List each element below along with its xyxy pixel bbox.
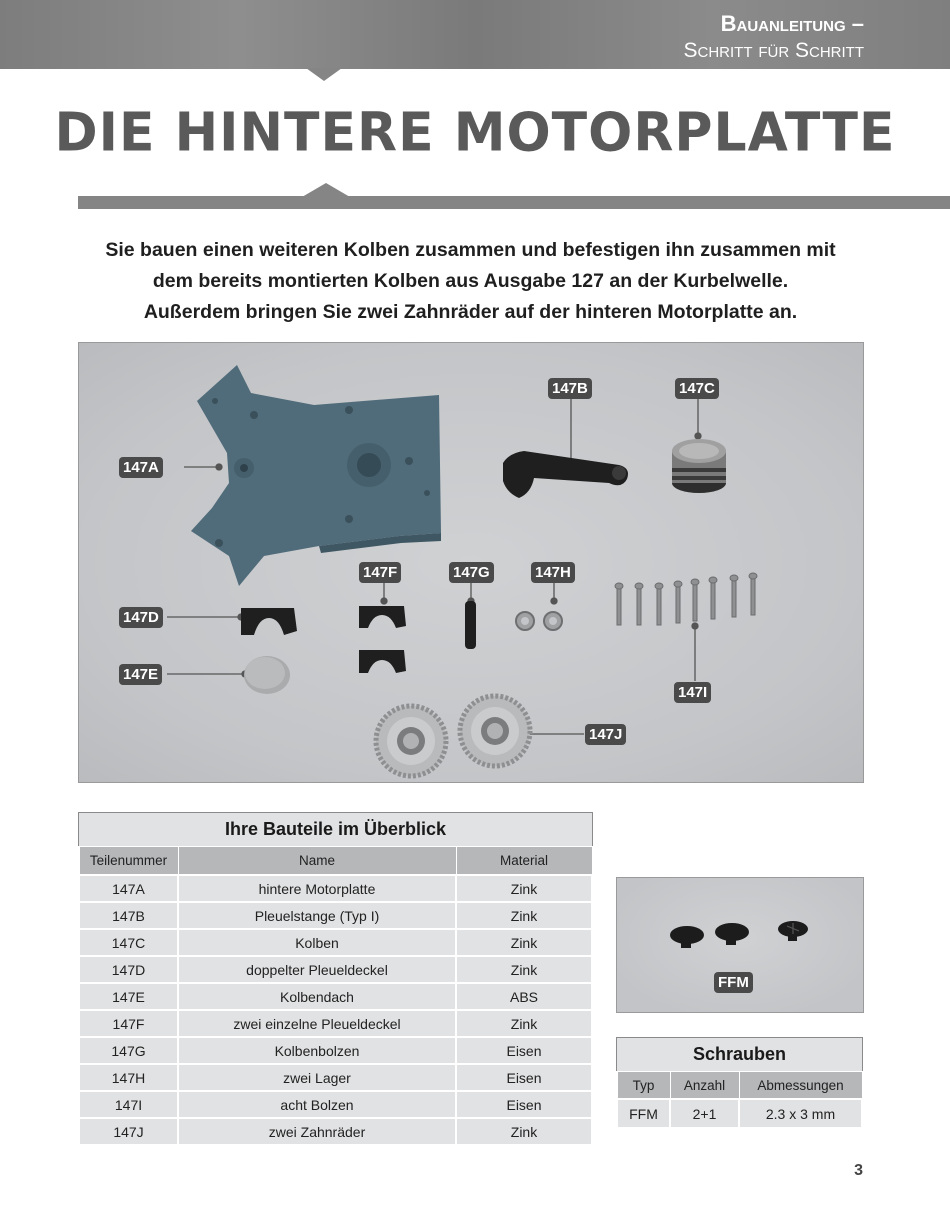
part-number: 147G xyxy=(79,1037,178,1064)
parts-table-header xyxy=(79,847,592,876)
series-title-line1: Bauanleitung – xyxy=(720,11,864,36)
intro-line: Außerdem bringen Sie zwei Zahnräder auf der hinteren Motorplatte an. xyxy=(143,301,798,323)
label-147d: 147D xyxy=(119,607,163,628)
page-title: DIE HINTERE MOTORPLATTE xyxy=(54,102,896,164)
part-material: Zink xyxy=(456,956,592,983)
title-rule-notch xyxy=(302,183,350,197)
parts-table xyxy=(78,812,593,1146)
part-name: Kolben xyxy=(178,929,456,956)
column-header: Typ xyxy=(617,1072,670,1100)
part-number: 147F xyxy=(79,1010,178,1037)
table-row xyxy=(79,902,592,929)
table-row xyxy=(79,1118,592,1145)
part-material: Zink xyxy=(456,1010,592,1037)
screw-dimensions: 2.3 x 3 mm xyxy=(739,1099,862,1128)
part-name: zwei Zahnräder xyxy=(178,1118,456,1145)
label-147j: 147J xyxy=(585,724,626,745)
column-header: Teilenummer xyxy=(79,847,178,876)
part-name: acht Bolzen xyxy=(178,1091,456,1118)
part-name: zwei Lager xyxy=(178,1064,456,1091)
table-row xyxy=(79,1091,592,1118)
column-header: Name xyxy=(178,847,456,876)
piston-top-shape xyxy=(244,656,290,694)
motor-plate-shape xyxy=(191,365,441,586)
table-row xyxy=(79,1010,592,1037)
part-name: doppelter Pleueldeckel xyxy=(178,956,456,983)
screws-table-header xyxy=(617,1072,862,1100)
screws-photo xyxy=(616,877,864,1013)
part-number: 147C xyxy=(79,929,178,956)
column-header: Material xyxy=(456,847,592,876)
column-header: Anzahl xyxy=(670,1072,739,1100)
gears-shape xyxy=(376,696,530,776)
table-row xyxy=(79,983,592,1010)
parts-photo xyxy=(78,342,864,783)
table-row xyxy=(79,875,592,902)
table-row xyxy=(79,929,592,956)
screws-table xyxy=(616,1037,863,1129)
label-147f: 147F xyxy=(359,562,401,583)
screws-table-title: Schrauben xyxy=(616,1037,863,1071)
bearings-shape xyxy=(516,612,562,630)
page-number: 3 xyxy=(854,1162,863,1179)
label-147b: 147B xyxy=(548,378,592,399)
label-147a: 147A xyxy=(119,457,163,478)
table-row xyxy=(617,1099,862,1128)
label-147h: 147H xyxy=(531,562,575,583)
double-cap-shape xyxy=(241,608,297,635)
piston-pin-shape xyxy=(465,601,476,649)
part-material: Eisen xyxy=(456,1037,592,1064)
part-name: hintere Motorplatte xyxy=(178,875,456,902)
part-material: Zink xyxy=(456,875,592,902)
part-number: 147I xyxy=(79,1091,178,1118)
parts-table-title: Ihre Bauteile im Überblick xyxy=(78,812,593,846)
part-material: Eisen xyxy=(456,1064,592,1091)
part-number: 147A xyxy=(79,875,178,902)
intro-text xyxy=(78,235,863,328)
header-notch xyxy=(306,68,342,81)
screw-type: FFM xyxy=(617,1099,670,1128)
column-header: Abmessungen xyxy=(739,1072,862,1100)
part-material: Zink xyxy=(456,1118,592,1145)
part-material: ABS xyxy=(456,983,592,1010)
intro-line: Sie bauen einen weiteren Kolben zusammen und befestigen ihn zusammen mit xyxy=(105,239,836,261)
part-number: 147D xyxy=(79,956,178,983)
part-name: Pleuelstange (Typ I) xyxy=(178,902,456,929)
piston-shape xyxy=(672,439,726,493)
table-row xyxy=(79,956,592,983)
title-rule xyxy=(78,196,950,209)
part-material: Zink xyxy=(456,929,592,956)
single-caps-shape xyxy=(359,606,406,673)
part-name: Kolbendach xyxy=(178,983,456,1010)
series-title xyxy=(684,10,865,64)
part-material: Zink xyxy=(456,902,592,929)
part-number: 147E xyxy=(79,983,178,1010)
label-147e: 147E xyxy=(119,664,162,685)
screw-count: 2+1 xyxy=(670,1099,739,1128)
label-147g: 147G xyxy=(449,562,494,583)
series-title-line2: Schritt für Schritt xyxy=(683,39,864,62)
part-name: Kolbenbolzen xyxy=(178,1037,456,1064)
part-material: Eisen xyxy=(456,1091,592,1118)
part-name: zwei einzelne Pleueldeckel xyxy=(178,1010,456,1037)
table-row xyxy=(79,1037,592,1064)
connecting-rod-shape xyxy=(503,451,628,498)
label-147c: 147C xyxy=(675,378,719,399)
label-ffm: FFM xyxy=(714,972,753,993)
part-number: 147B xyxy=(79,902,178,929)
bolts-shape xyxy=(615,573,757,625)
table-row xyxy=(79,1064,592,1091)
part-number: 147H xyxy=(79,1064,178,1091)
part-number: 147J xyxy=(79,1118,178,1145)
label-147i: 147I xyxy=(674,682,711,703)
intro-line: dem bereits montierten Kolben aus Ausgabe 127 an der Kurbelwelle. xyxy=(152,270,789,292)
